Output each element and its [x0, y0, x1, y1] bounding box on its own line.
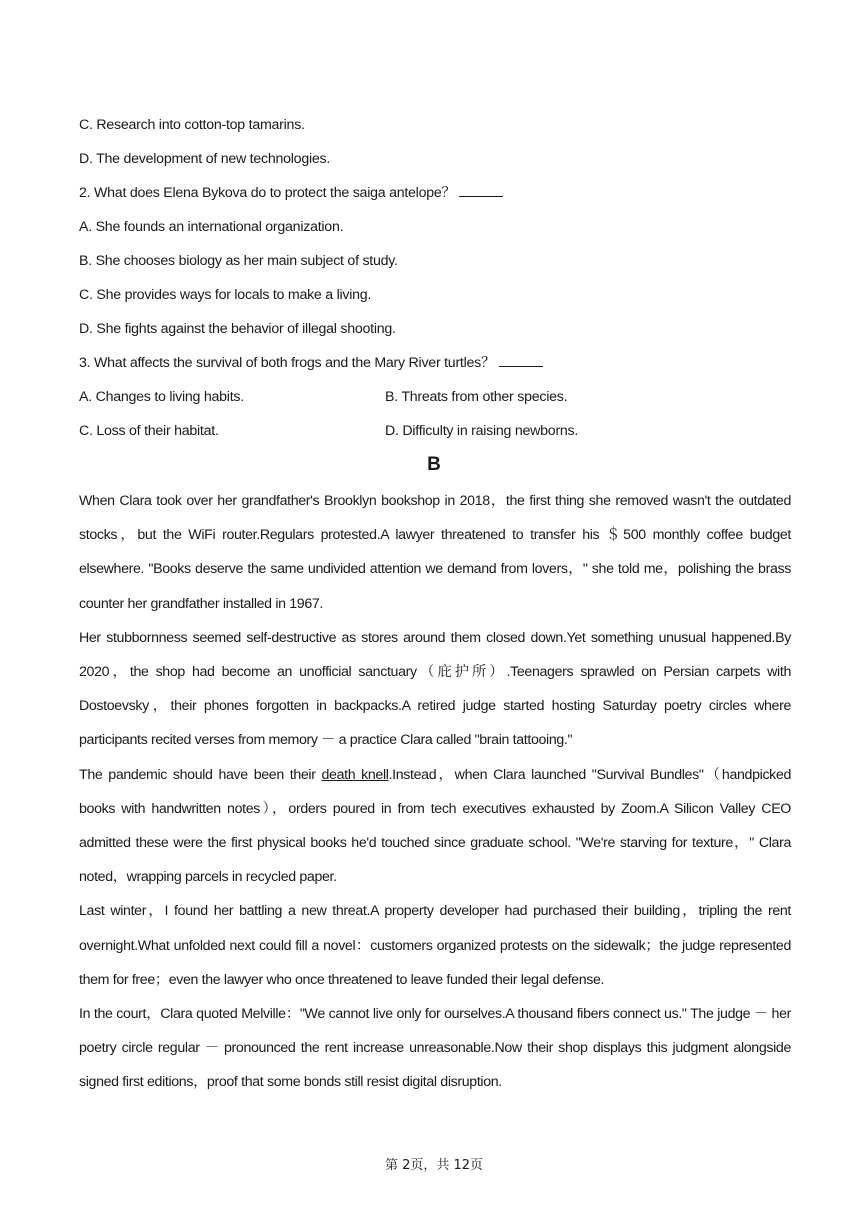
section-b-paragraph-1: When Clara took over her grandfather's Brooklyn bookshop in 2018，the first thing she removed wasn't the outdated stocks，but the WiFi router.Regulars protested.A lawyer threatened to transfer his ＄500 monthly coffee budget elsewhere. "Books deserve the same undivided attention we demand from lovers，" she told me，polishing the brass counter her grandfather installed in 1967. — [79, 493, 791, 612]
paragraph-3-text-after: .Instead，when Clara launched "Survival Bundles"（handpicked books with handwritten notes），orders poured in from tech executives exhausted by Zoom.A Silicon Valley CEO admitted these were the first physical books he'd touched since graduate school. "We're starving for texture，" Clara noted，wrapping parcels in recycled paper. — [79, 766, 792, 886]
q3-answer-blank — [499, 352, 543, 367]
section-b-title: B — [427, 454, 441, 475]
q2-answer-blank — [459, 182, 503, 197]
q2-option-a: A. She founds an international organization. — [79, 219, 344, 235]
underlined-phrase-death-knell: death knell — [321, 766, 389, 783]
section-b-paragraph-2: Her stubbornness seemed self-destructive as stores around them closed down.Yet something unusual happened.By 2020，the shop had become an unofficial sanctuary（庇护所）.Teenagers sprawled on Persian carpets with Dostoevsky，their phones forgotten in backpacks.A retired judge started hosting Saturday poetry circles where participants recited verses from memory － a practice Clara called "brain tattooing." — [79, 629, 791, 749]
page-content — [79, 108, 791, 1100]
q3-option-b: B. Threats from other species. — [385, 389, 568, 405]
q3-option-c: C. Loss of their habitat. — [79, 423, 219, 439]
q2-stem — [79, 176, 791, 210]
q2-option-d: D. She fights against the behavior of illegal shooting. — [79, 321, 396, 337]
q3-option-d: D. Difficulty in raising newborns. — [385, 423, 579, 439]
q3-stem — [79, 346, 791, 380]
section-b-paragraph-4: Last winter，I found her battling a new threat.A property developer had purchased their building，tripling the rent overnight.What unfolded next could fill a novel：customers organized protests on the sidewalk；the judge represented them for free；even the lawyer who once threatened to leave funded their legal defense. — [79, 903, 791, 988]
q3-options-row-1 — [79, 380, 791, 414]
section-b-paragraph-5: In the court，Clara quoted Melville："We cannot live only for ourselves.A thousand fibers connect us." The judge － her poetry circle regular － pronounced the rent increase unreasonable.Now their shop displays this judgment alongside signed first editions，proof that some bonds still resist digital disruption. — [79, 1006, 791, 1091]
page-number-footer: 第 2页，共 12页 — [384, 1158, 484, 1173]
q3-option-a: A. Changes to living habits. — [79, 389, 244, 405]
q3-options-row-2 — [79, 414, 791, 448]
q1-option-c: C. Research into cotton-top tamarins. — [79, 117, 305, 133]
q3-stem-text: 3. What affects the survival of both frogs and the Mary River turtles？ — [79, 355, 495, 371]
q1-option-d: D. The development of new technologies. — [79, 151, 331, 167]
q2-stem-text: 2. What does Elena Bykova do to protect the saiga antelope？ — [79, 185, 456, 201]
q2-option-c: C. She provides ways for locals to make a living. — [79, 287, 372, 303]
section-b-paragraph-3 — [79, 758, 791, 895]
q2-option-b: B. She chooses biology as her main subject of study. — [79, 253, 398, 269]
paragraph-3-text-before: The pandemic should have been their — [79, 766, 322, 783]
